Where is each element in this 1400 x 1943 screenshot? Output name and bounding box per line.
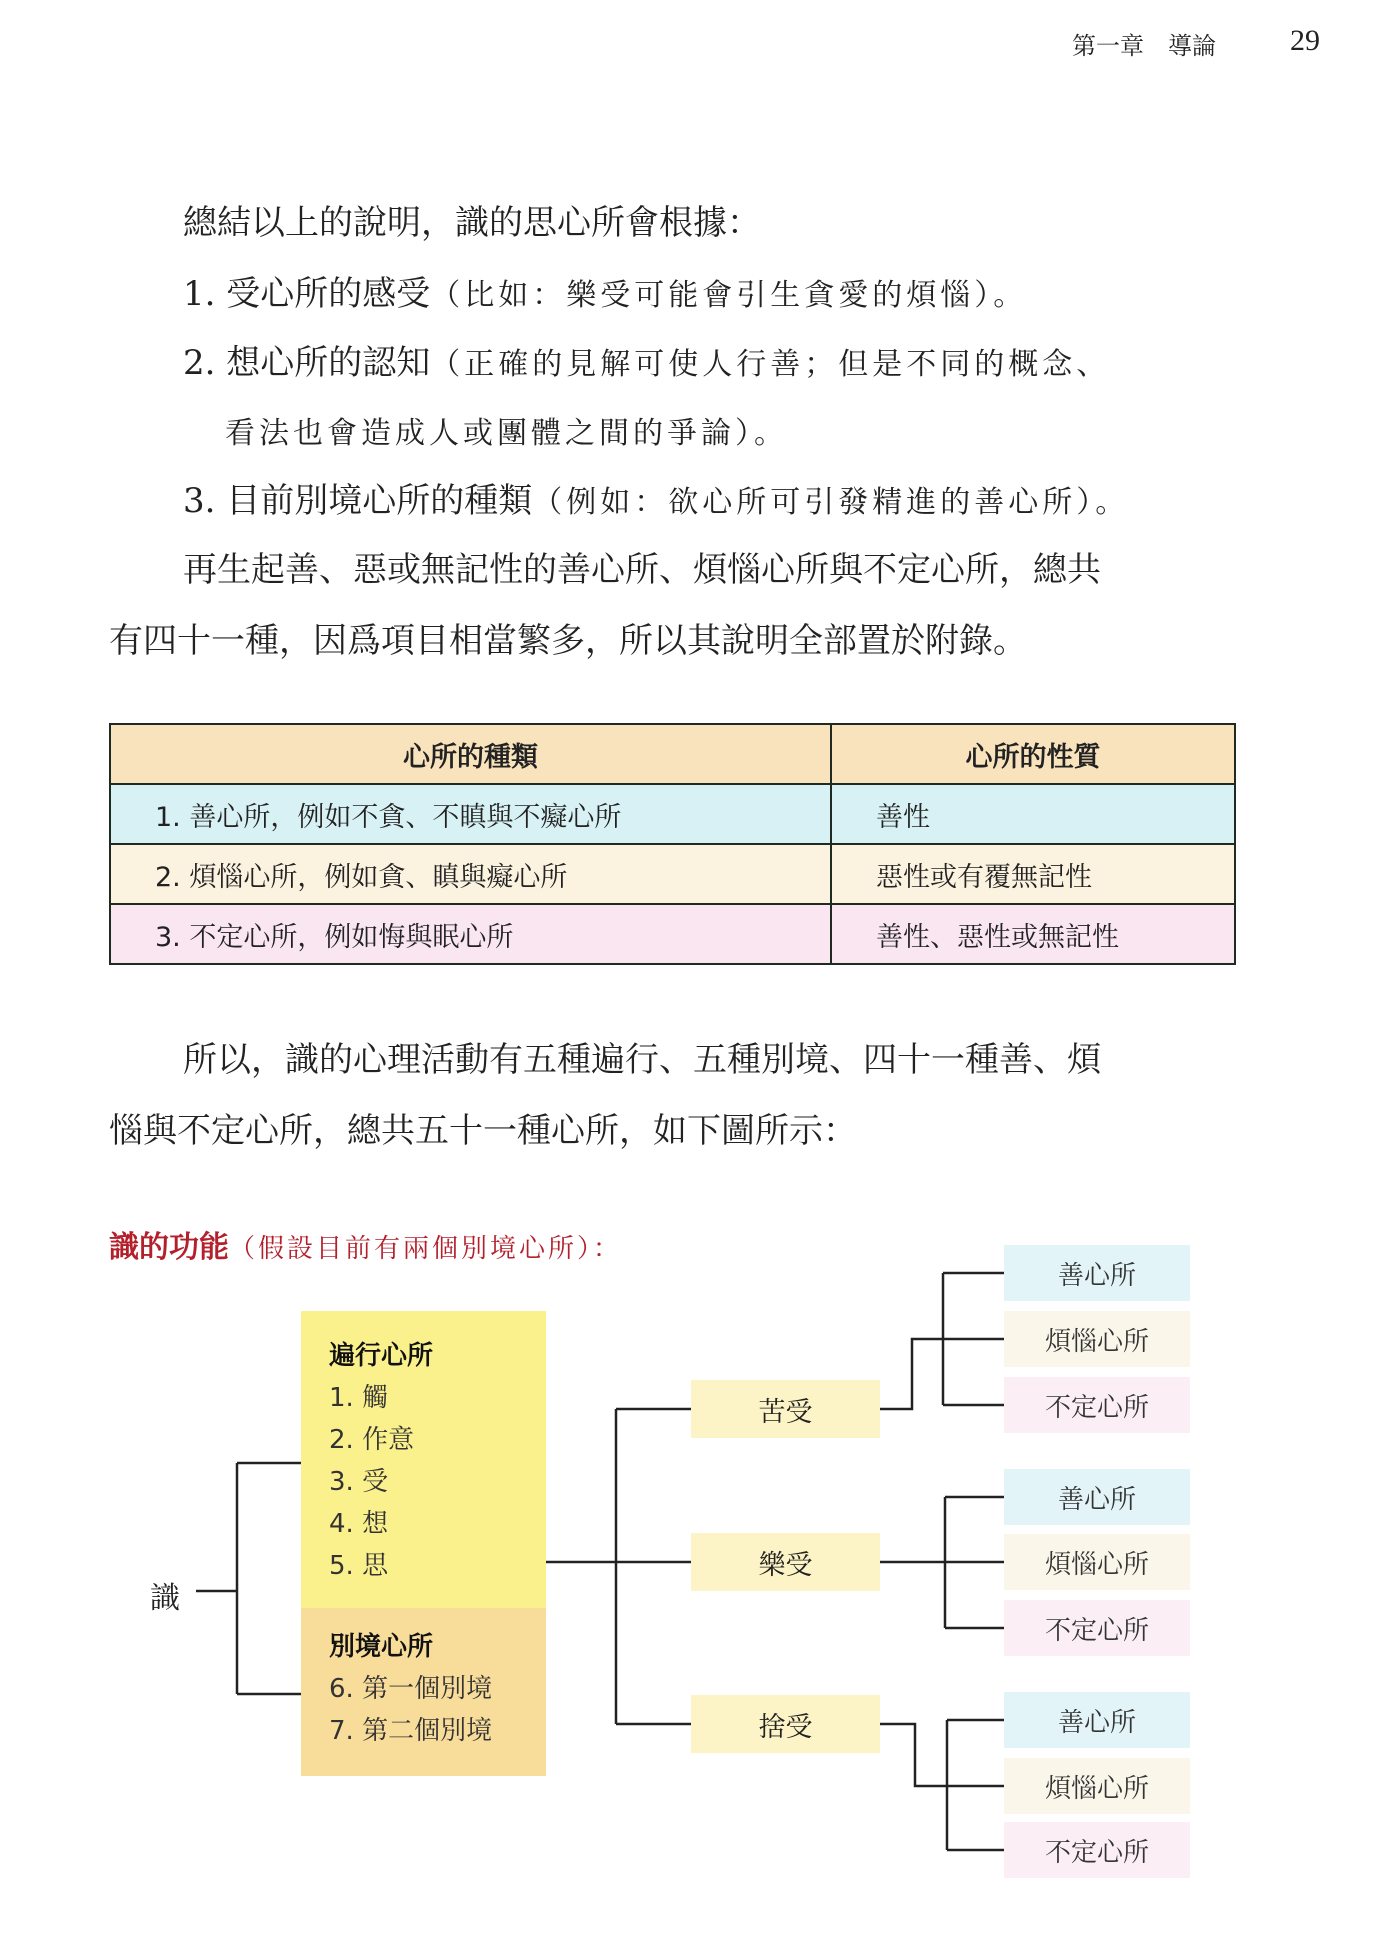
list-item-note: （例如：欲心所可引發精進的善心所）。 [532, 485, 1130, 520]
box-item: 3. 受 [329, 1467, 389, 1497]
table-header: 心所的種類 [110, 724, 831, 784]
leaf-indeterminate: 不定心所 [1004, 1377, 1190, 1433]
diagram-title: 識的功能（假設目前有兩個別境心所）： [109, 1230, 623, 1265]
paragraph-line: 有四十一種，因爲項目相當繁多，所以其說明全部置於附錄。 [109, 621, 1027, 661]
table-cell: 1. 善心所，例如不貪、不瞋與不癡心所 [110, 784, 831, 844]
list-item-main: 1. 受心所的感受 [183, 274, 431, 314]
list-item-note: （正確的見解可使人行善；但是不同的概念、 [430, 347, 1111, 382]
box-item: 4. 想 [329, 1509, 389, 1539]
intro-text: 總結以上的說明，識的思心所會根據： [183, 203, 761, 243]
page-number: 29 [1290, 24, 1320, 57]
box-item: 6. 第一個別境 [329, 1674, 493, 1704]
table-cell: 3. 不定心所，例如悔與眠心所 [110, 904, 831, 964]
box-item: 1. 觸 [329, 1383, 389, 1413]
box-item: 2. 作意 [329, 1425, 415, 1455]
table-cell: 善性、惡性或無記性 [831, 904, 1235, 964]
universal-factors-box [301, 1311, 546, 1608]
chapter-header: 第一章 導論 [1072, 32, 1216, 60]
list-item-note: 看法也會造成人或團體之間的爭論）。 [225, 416, 788, 451]
root-consciousness: 識 [150, 1581, 180, 1616]
list-item-note: （比如：樂受可能會引生貪愛的煩惱）。 [430, 278, 1028, 313]
diagram-subtitle: （假設目前有兩個別境心所）： [229, 1234, 623, 1264]
leaf-afflictive: 煩惱心所 [1004, 1534, 1190, 1590]
table-header: 心所的性質 [831, 724, 1235, 784]
particular-factors-box [301, 1608, 546, 1776]
table-cell: 惡性或有覆無記性 [831, 844, 1235, 904]
leaf-wholesome: 善心所 [1004, 1245, 1190, 1301]
paragraph-line: 所以，識的心理活動有五種遍行、五種別境、四十一種善、煩 [183, 1040, 1101, 1080]
box-title: 別境心所 [329, 1632, 434, 1662]
table-cell: 2. 煩惱心所，例如貪、瞋與癡心所 [110, 844, 831, 904]
list-item-main: 3. 目前別境心所的種類 [183, 481, 533, 521]
table-cell: 善性 [831, 784, 1235, 844]
leaf-indeterminate: 不定心所 [1004, 1600, 1190, 1656]
box-title: 遍行心所 [329, 1341, 434, 1371]
leaf-wholesome: 善心所 [1004, 1469, 1190, 1525]
list-item-main: 2. 想心所的認知 [183, 343, 431, 383]
feeling-pleasant: 樂受 [691, 1533, 880, 1591]
leaf-afflictive: 煩惱心所 [1004, 1311, 1190, 1367]
box-item: 5. 思 [329, 1551, 389, 1581]
feeling-painful: 苦受 [691, 1380, 880, 1438]
box-item: 7. 第二個別境 [329, 1716, 493, 1746]
paragraph-line: 惱與不定心所，總共五十一種心所，如下圖所示： [109, 1111, 857, 1151]
leaf-wholesome: 善心所 [1004, 1692, 1190, 1748]
leaf-afflictive: 煩惱心所 [1004, 1758, 1190, 1814]
paragraph-line: 再生起善、惡或無記性的善心所、煩惱心所與不定心所，總共 [183, 550, 1101, 590]
leaf-indeterminate: 不定心所 [1004, 1822, 1190, 1878]
feeling-neutral: 捨受 [691, 1695, 880, 1753]
